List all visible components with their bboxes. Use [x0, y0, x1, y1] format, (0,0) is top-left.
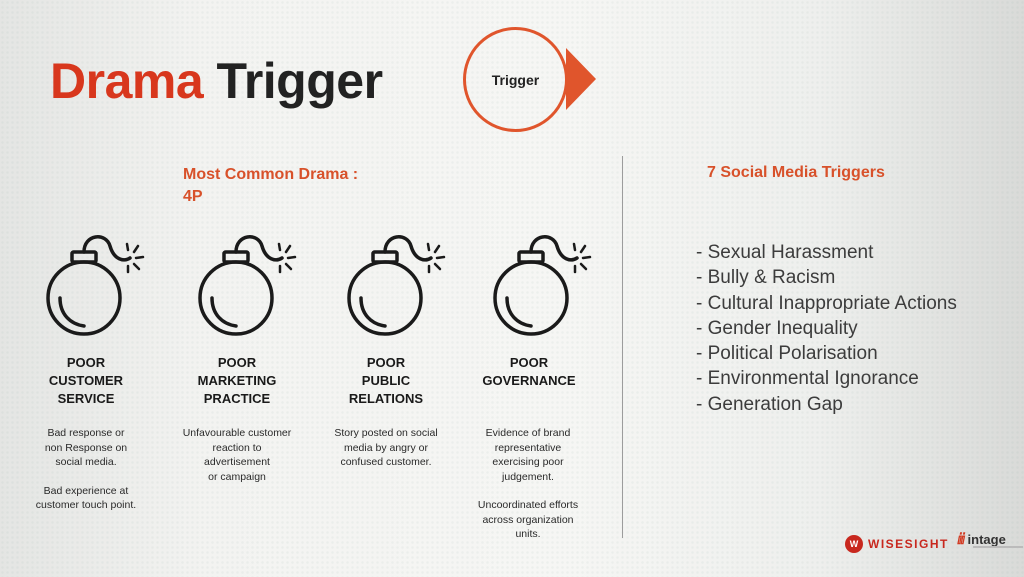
- intage-tagline-line: [973, 546, 1023, 548]
- bomb-title-public-relations: POOR PUBLIC RELATIONS: [348, 355, 424, 406]
- list-item: - Sexual Harassment: [696, 242, 874, 263]
- trigger-label: Trigger: [491, 72, 540, 88]
- list-item: - Cultural Inappropriate Actions: [696, 292, 957, 314]
- bomb-icon: [345, 232, 449, 344]
- title-trigger: Trigger: [216, 53, 383, 109]
- wisesight-mark-icon: W: [845, 535, 863, 553]
- list-item: - Generation Gap: [696, 393, 843, 415]
- bomb-desc-customer-service: Bad response or non Response on social media. Bad experience at customer touch point.: [35, 427, 137, 511]
- section-heading-line1: Most Common Drama :: [183, 166, 359, 183]
- bomb-icon: [44, 232, 148, 344]
- bomb-desc-marketing-practice: Unfavourable customer reaction to advertisement or campaign: [182, 427, 292, 483]
- list-item: - Environmental Ignorance: [696, 368, 919, 390]
- vertical-divider: [622, 156, 623, 538]
- bomb-icon: [491, 232, 595, 344]
- list-item: - Political Polarisation: [696, 343, 878, 365]
- intage-logo: [957, 530, 1006, 548]
- social-triggers-list: [696, 240, 957, 417]
- trigger-arrow-icon: [566, 48, 596, 110]
- section-heading: [183, 164, 358, 208]
- bomb-title-marketing-practice: POOR MARKETING PRACTICE: [197, 355, 277, 406]
- list-item: - Bully & Racism: [696, 267, 836, 289]
- wisesight-wordmark: WISESIGHT: [868, 537, 949, 551]
- section-heading-line2: 4P: [183, 188, 203, 205]
- slide-title: [50, 52, 383, 110]
- bomb-icon: [196, 232, 300, 344]
- title-drama: Drama: [50, 53, 204, 109]
- list-item: - Gender Inequality: [696, 317, 858, 339]
- intage-mark-icon: ⅈⅈ: [957, 531, 964, 548]
- wisesight-logo: [845, 535, 949, 553]
- social-triggers-heading: 7 Social Media Triggers: [707, 164, 885, 181]
- bomb-title-governance: POOR GOVERNANCE: [482, 355, 576, 388]
- bomb-title-customer-service: POOR CUSTOMER SERVICE: [48, 355, 124, 406]
- bomb-desc-governance: Evidence of brand representative exercising poor judgement. Uncoordinated efforts across organization units.: [477, 427, 579, 540]
- intage-wordmark: intage: [967, 531, 1006, 547]
- bomb-desc-public-relations: Story posted on social media by angry or confused customer.: [334, 427, 438, 468]
